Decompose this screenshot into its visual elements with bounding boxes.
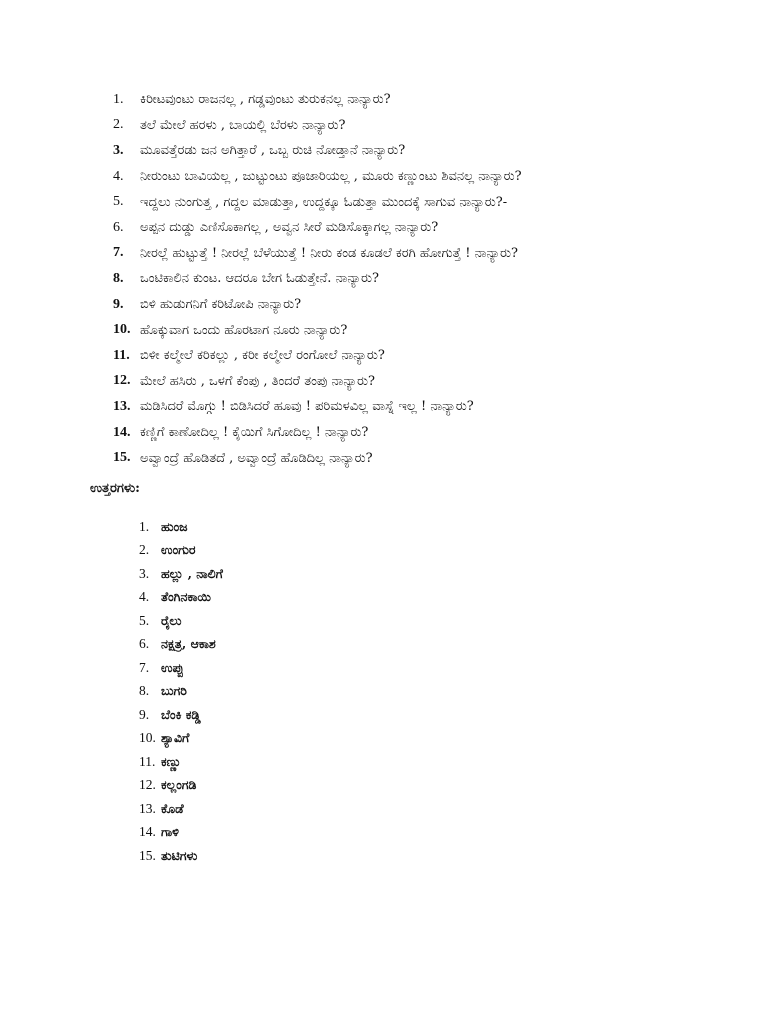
answer-number: 13. bbox=[139, 800, 156, 816]
answer-number: 7. bbox=[139, 659, 150, 675]
answer-number: 9. bbox=[139, 706, 150, 722]
riddle-number: 4. bbox=[113, 168, 124, 184]
answer-text: ನಕ್ಷತ್ರ, ಆಕಾಶ bbox=[161, 636, 216, 652]
answer-item bbox=[139, 562, 223, 586]
answer-text: ಕಲ್ಲಂಗಡಿ bbox=[161, 777, 197, 793]
answer-item bbox=[139, 680, 223, 704]
answer-item bbox=[139, 750, 223, 774]
riddle-number: 6. bbox=[113, 219, 124, 235]
riddle-number: 9. bbox=[113, 296, 124, 312]
riddle-number: 11. bbox=[113, 347, 130, 363]
answer-item bbox=[139, 633, 223, 657]
answer-item bbox=[139, 703, 223, 727]
answer-text: ಉಂಗುರ bbox=[161, 542, 196, 558]
riddle-item bbox=[113, 189, 753, 215]
riddle-text: ಮೂವತ್ತೆರಡು ಜನ ಅಗಿತ್ತಾರೆ , ಒಬ್ಬ ರುಚಿ ನೋಡ್ತಾನೆ ನಾನ್ಯಾರು? bbox=[140, 143, 406, 159]
riddle-number: 8. bbox=[113, 270, 124, 286]
answer-item bbox=[139, 727, 223, 751]
riddle-text: ತಲೆ ಮೇಲೆ ಹರಳು , ಬಾಯಲ್ಲಿ ಬೆರಳು ನಾನ್ಯಾರು? bbox=[140, 117, 346, 133]
riddle-item bbox=[113, 241, 753, 267]
riddle-number: 10. bbox=[113, 322, 131, 338]
riddle-number: 7. bbox=[113, 245, 124, 261]
answer-number: 6. bbox=[139, 636, 150, 652]
riddle-text: ಒಂಟಿಕಾಲಿನ ಕುಂಟ. ಆದರೂ ಬೇಗ ಓಡುತ್ತೇನೆ. ನಾನ್ಯಾರು? bbox=[140, 271, 379, 287]
riddle-number: 15. bbox=[113, 450, 131, 466]
riddle-text: ಮಡಿಸಿದರೆ ಮೊಗ್ಗು ! ಬಿಡಿಸಿದರೆ ಹೂವು ! ಪರಿಮಳವಿಲ್ಲ ವಾಸ್ನೆ ಇಲ್ಲ ! ನಾನ್ಯಾರು? bbox=[140, 399, 474, 415]
riddle-text: ಹೊಕ್ಕುವಾಗ ಒಂದು ಹೊರಟಾಗ ನೂರು ನಾನ್ಯಾರು? bbox=[140, 322, 348, 338]
riddle-item bbox=[113, 343, 753, 369]
answer-number: 5. bbox=[139, 612, 150, 628]
riddle-item bbox=[113, 266, 753, 292]
riddle-item bbox=[113, 420, 753, 446]
riddle-number: 1. bbox=[113, 91, 124, 107]
riddle-item bbox=[113, 292, 753, 318]
riddle-number: 13. bbox=[113, 398, 131, 414]
answer-text: ಕೊಡೆ bbox=[161, 800, 184, 816]
answers-heading: ಉತ್ತರಗಳು: bbox=[90, 481, 140, 496]
answer-text: ಬೆಂಕಿ ಕಡ್ಡಿ bbox=[161, 706, 201, 722]
riddle-number: 14. bbox=[113, 424, 131, 440]
answer-item bbox=[139, 515, 223, 539]
riddle-text: ಮೇಲೆ ಹಸಿರು , ಒಳಗೆ ಕೆಂಪು , ತಿಂದರೆ ತಂಪು ನಾನ್ಯಾರು? bbox=[140, 373, 375, 389]
riddle-text: ನೀರುಂಟು ಬಾವಿಯಲ್ಲ , ಜುಟ್ಟುಂಟು ಪೂಜಾರಿಯಲ್ಲ , ಮೂರು ಕಣ್ಣುಂಟು ಶಿವನಲ್ಲ ನಾನ್ಯಾರು? bbox=[140, 169, 522, 185]
answer-number: 2. bbox=[139, 542, 150, 558]
riddle-item bbox=[113, 394, 753, 420]
riddle-text: ಇದ್ದಲು ನುಂಗುತ್ತ , ಗದ್ದಲ ಮಾಡುತ್ತಾ, ಉದ್ದಕ್ಕೂ ಓಡುತ್ತಾ ಮುಂದಕ್ಕೆ ಸಾಗುವ ನಾನ್ಯಾರು?- bbox=[140, 194, 508, 210]
riddle-item bbox=[113, 87, 753, 113]
answer-number: 3. bbox=[139, 565, 150, 581]
riddle-item bbox=[113, 164, 753, 190]
answer-item bbox=[139, 774, 223, 798]
riddle-number: 5. bbox=[113, 194, 124, 210]
answer-text: ಹಲ್ಲು , ನಾಲಿಗೆ bbox=[161, 565, 223, 581]
answer-number: 4. bbox=[139, 589, 150, 605]
answer-number: 11. bbox=[139, 753, 156, 769]
riddle-item bbox=[113, 369, 753, 395]
answer-text: ರೈಲು bbox=[161, 612, 182, 628]
answer-item bbox=[139, 797, 223, 821]
riddle-number: 2. bbox=[113, 117, 124, 133]
answer-item bbox=[139, 609, 223, 633]
answer-list bbox=[139, 515, 223, 868]
answer-text: ಗಾಳಿ bbox=[161, 824, 179, 840]
answer-item bbox=[139, 586, 223, 610]
answer-number: 1. bbox=[139, 518, 150, 534]
riddle-text: ಅಪ್ಪನ ದುಡ್ಡು ಎಣಿಸೊಕಾಗಲ್ಲ , ಅವ್ವನ ಸೀರೆ ಮಡಿಸೊಕ್ಕಾಗಲ್ಲ ನಾನ್ಯಾರು? bbox=[140, 220, 439, 236]
answer-number: 15. bbox=[139, 847, 156, 863]
answer-number: 12. bbox=[139, 777, 156, 793]
riddle-item bbox=[113, 445, 753, 471]
answer-text: ತುಟಿಗಳು bbox=[161, 847, 198, 863]
answer-text: ಉಪ್ಪು bbox=[161, 659, 184, 675]
answer-text: ಬುಗರಿ bbox=[161, 683, 187, 699]
riddle-text: ಬಿಳಿ ಹುಡುಗನಿಗೆ ಕರಿಟೋಪಿ ನಾನ್ಯಾರು? bbox=[140, 297, 302, 313]
answer-text: ಶ್ಯಾವಿಗೆ bbox=[161, 730, 190, 746]
answer-item bbox=[139, 539, 223, 563]
riddle-text: ಕಣ್ಣಿಗೆ ಕಾಣೋದಿಲ್ಲ ! ಕೈಯಿಗೆ ಸಿಗೋದಿಲ್ಲ ! ನಾನ್ಯಾರು? bbox=[140, 425, 369, 441]
riddle-text: ಅವ್ವಾಂದ್ರೆ ಹೊಡಿತದೆ , ಅವ್ವಾಂದ್ರೆ ಹೊಡಿದಿಲ್ಲ ನಾನ್ಯಾರು? bbox=[140, 450, 373, 466]
answer-number: 10. bbox=[139, 730, 156, 746]
answer-item bbox=[139, 844, 223, 868]
riddle-item bbox=[113, 215, 753, 241]
riddle-text: ಬಿಳೀ ಕಲ್ಮೇಲೆ ಕರಿಕಲ್ಲು , ಕರೀ ಕಲ್ಮೇಲೆ ರಂಗೋಲೆ ನಾನ್ಯಾರು? bbox=[140, 348, 385, 364]
answer-text: ಕಣ್ಣು bbox=[161, 753, 182, 769]
riddle-number: 12. bbox=[113, 373, 131, 389]
riddle-text: ಕಿರೀಟವುಂಟು ರಾಜನಲ್ಲ , ಗಡ್ಡವುಂಟು ತುರುಕನಲ್ಲ ನಾನ್ಯಾರು? bbox=[140, 92, 391, 108]
answer-item bbox=[139, 821, 223, 845]
riddle-item bbox=[113, 113, 753, 139]
answer-text: ತೆಂಗಿನಕಾಯಿ bbox=[161, 589, 211, 605]
riddle-list bbox=[113, 87, 753, 471]
answer-number: 8. bbox=[139, 683, 150, 699]
riddle-item bbox=[113, 317, 753, 343]
riddle-number: 3. bbox=[113, 142, 124, 158]
answer-number: 14. bbox=[139, 824, 156, 840]
riddle-text: ನೀರಲ್ಲೆ ಹುಟ್ಟುತ್ತೆ ! ನೀರಲ್ಲೆ ಬೆಳೆಯುತ್ತೆ ! ನೀರು ಕಂಡ ಕೂಡಲೆ ಕರಗಿ ಹೋಗುತ್ತೆ ! ನಾನ್ಯಾರು? bbox=[140, 245, 519, 261]
answer-item bbox=[139, 656, 223, 680]
answer-text: ಹುಂಜ bbox=[161, 518, 188, 534]
riddle-item bbox=[113, 138, 753, 164]
